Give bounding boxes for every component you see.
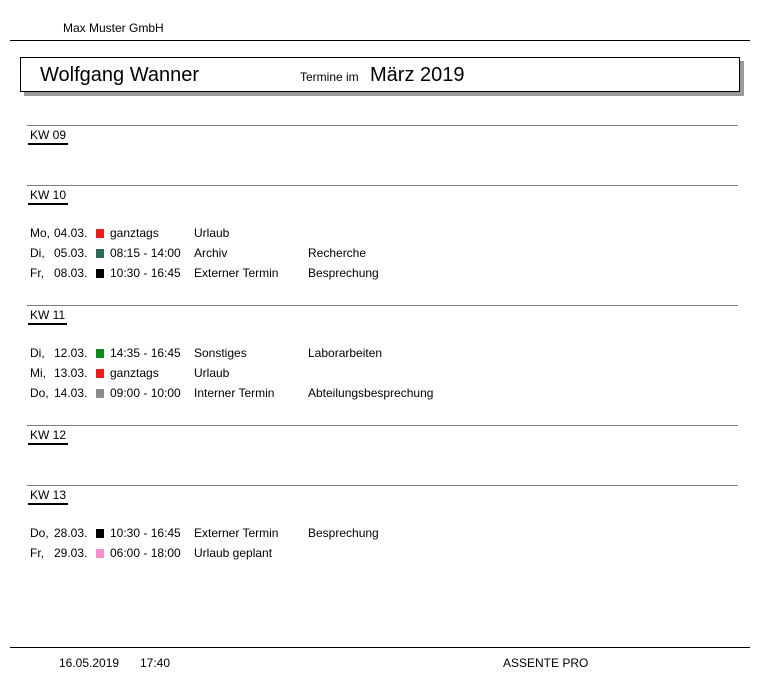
week-label: KW 09 [28,128,68,145]
week-label: KW 13 [28,488,68,505]
weekday: Di, [30,346,45,360]
person-name: Wolfgang Wanner [40,64,199,86]
description: Abteilungsbesprechung [308,386,434,400]
description: Laborarbeiten [308,346,383,360]
week-divider [27,425,738,426]
date: 08.03. [54,266,88,280]
week-divider [27,485,738,486]
category-color-marker [96,549,104,558]
category-color-marker [96,369,104,378]
time-range: ganztags [110,226,159,240]
print-time: 17:40 [140,656,171,670]
week-label: KW 12 [28,428,68,445]
header-divider [10,40,750,41]
time-range: 09:00 - 10:00 [110,386,181,400]
time-range: 10:30 - 16:45 [110,266,181,280]
category: Archiv [194,246,228,260]
week-label: KW 10 [28,188,68,205]
time-range: ganztags [110,366,159,380]
category-color-marker [96,269,104,278]
date: 14.03. [54,386,88,400]
category: Sonstiges [194,346,247,360]
period-label: Termine im [300,70,359,84]
category: Interner Termin [194,386,275,400]
category: Urlaub geplant [194,546,273,560]
date: 04.03. [54,226,88,240]
weekday: Do, [30,386,49,400]
category: Externer Termin [194,526,279,540]
description: Recherche [308,246,367,260]
date: 12.03. [54,346,88,360]
date: 29.03. [54,546,88,560]
time-range: 14:35 - 16:45 [110,346,181,360]
date: 13.03. [54,366,88,380]
print-date: 16.05.2019 [59,656,120,670]
week-divider [27,305,738,306]
time-range: 06:00 - 18:00 [110,546,181,560]
report-header [20,57,740,92]
category-color-marker [96,529,104,538]
weekday: Mi, [30,366,46,380]
description: Besprechung [308,526,379,540]
product-name: ASSENTE PRO [503,656,589,670]
date: 28.03. [54,526,88,540]
category: Externer Termin [194,266,279,280]
description: Besprechung [308,266,379,280]
category-color-marker [96,229,104,238]
category-color-marker [96,249,104,258]
company-name: Max Muster GmbH [63,21,164,35]
footer-divider [10,647,750,648]
category: Urlaub [194,226,230,240]
week-divider [27,125,738,126]
category-color-marker [96,389,104,398]
time-range: 08:15 - 14:00 [110,246,181,260]
time-range: 10:30 - 16:45 [110,526,181,540]
date: 05.03. [54,246,88,260]
week-label: KW 11 [28,308,67,325]
weekday: Do, [30,526,49,540]
category: Urlaub [194,366,230,380]
week-divider [27,185,738,186]
category-color-marker [96,349,104,358]
weekday: Mo, [30,226,51,240]
period-value: März 2019 [370,64,465,86]
weekday: Di, [30,246,45,260]
weekday: Fr, [30,546,44,560]
weekday: Fr, [30,266,44,280]
